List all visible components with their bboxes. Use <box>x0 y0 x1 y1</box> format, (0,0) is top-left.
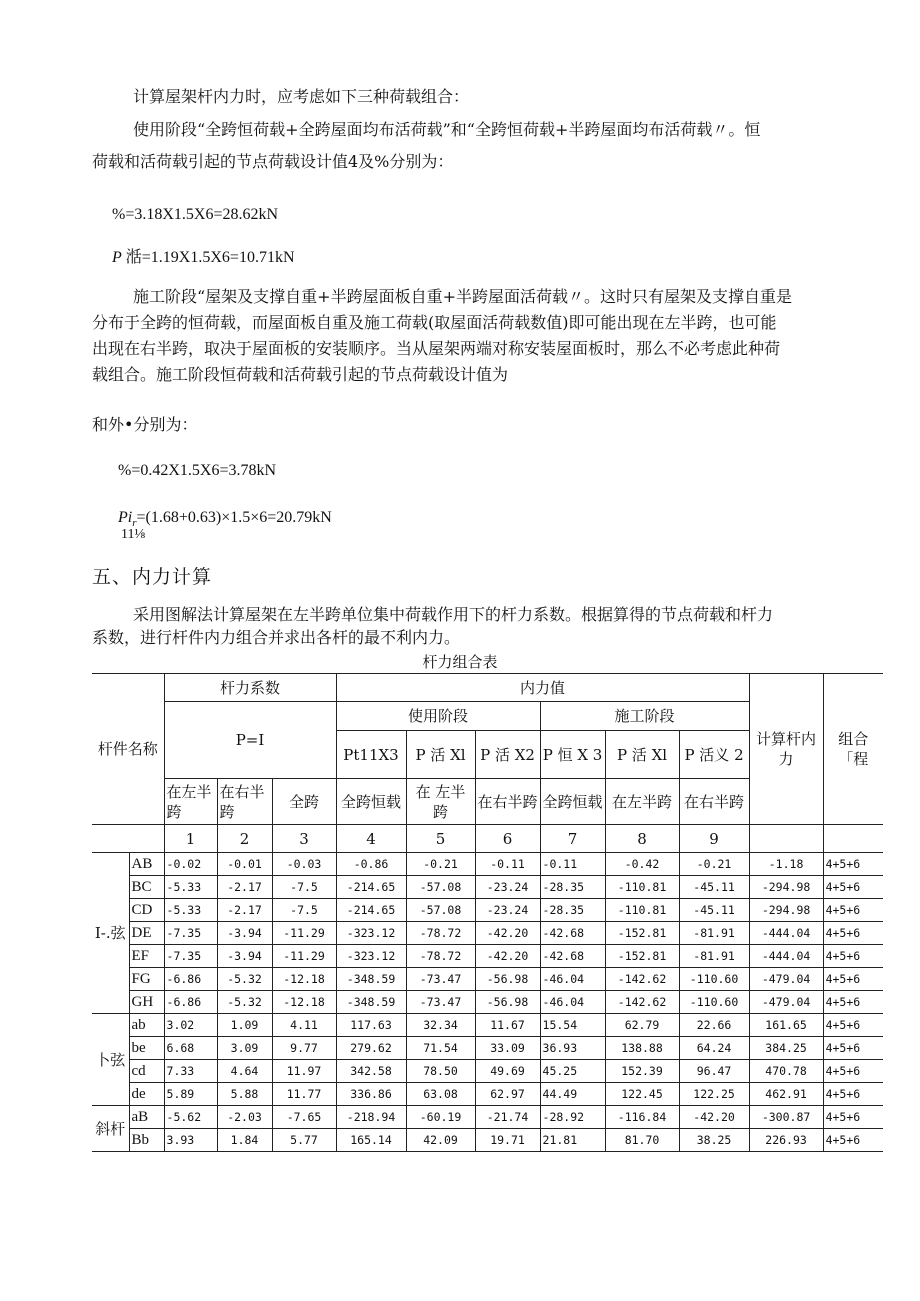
paragraph-use-stage-cont: 荷载和活荷载引起的节点荷载设计值4及%分别为： <box>92 152 454 171</box>
header-number-2: 2 <box>217 825 272 853</box>
table-cell: -81.91 <box>679 945 749 968</box>
table-row <box>92 945 883 968</box>
header-number-1: 1 <box>164 825 217 853</box>
header-construct-stage: 施工阶段 <box>540 702 749 731</box>
table-cell: -56.98 <box>475 991 540 1014</box>
table-cell: -0.21 <box>406 853 475 876</box>
table-cell: -214.65 <box>336 899 406 922</box>
formula-dead-load: %=3.18X1.5X6=28.62kN <box>112 206 279 223</box>
section-heading: 五、内力计算 <box>92 566 213 588</box>
table-cell: 384.25 <box>749 1037 823 1060</box>
header-col5-load: P 活 Xl <box>406 731 475 779</box>
table-cell: -21.74 <box>475 1106 540 1129</box>
paragraph-construct-line4: 载组合。施工阶段恒荷载和活荷载引起的节点荷载设计值为 <box>92 365 509 384</box>
table-cell: 5.88 <box>217 1083 272 1106</box>
header-number-8: 8 <box>605 825 679 853</box>
table-cell: 9.77 <box>272 1037 336 1060</box>
table-cell: -6.86 <box>164 968 217 991</box>
header-full-span: 全跨 <box>272 779 336 825</box>
header-right-half: 在右半跨 <box>217 779 272 825</box>
table-cell: -300.87 <box>749 1106 823 1129</box>
table-row <box>92 1083 883 1106</box>
table-cell: 62.97 <box>475 1083 540 1106</box>
header-number-5: 5 <box>406 825 475 853</box>
table-cell: -323.12 <box>336 922 406 945</box>
table-cell: 4.64 <box>217 1060 272 1083</box>
table-cell: -60.19 <box>406 1106 475 1129</box>
table-cell: -42.68 <box>540 945 605 968</box>
paragraph-construct-line2: 分布于全跨的恒荷载，而屋面板自重及施工荷载(取屋面活荷载数值)即可能出现在左半跨，也可能 <box>92 313 777 332</box>
table-cell: -6.86 <box>164 991 217 1014</box>
table-cell: -12.18 <box>272 991 336 1014</box>
table-cell: -479.04 <box>749 968 823 991</box>
table-cell: -73.47 <box>406 991 475 1014</box>
header-number-blank <box>92 825 164 853</box>
table-cell: 64.24 <box>679 1037 749 1060</box>
table-cell: -78.72 <box>406 922 475 945</box>
header-combination: 组合「程 <box>823 674 883 825</box>
table-cell: -323.12 <box>336 945 406 968</box>
table-cell: -479.04 <box>749 991 823 1014</box>
table-row <box>92 1037 883 1060</box>
table-cell: 4+5+6 <box>823 991 883 1014</box>
formula-live-load <box>112 247 295 269</box>
table-body <box>92 853 883 1152</box>
table-cell: -5.33 <box>164 899 217 922</box>
table-cell: 1.84 <box>217 1129 272 1152</box>
table-cell: 45.25 <box>540 1060 605 1083</box>
header-use-stage: 使用阶段 <box>336 702 540 731</box>
table-cell: -214.65 <box>336 876 406 899</box>
table-cell: -348.59 <box>336 968 406 991</box>
table-cell: 3.93 <box>164 1129 217 1152</box>
table-cell: 71.54 <box>406 1037 475 1060</box>
table-cell: 22.66 <box>679 1014 749 1037</box>
table-cell: 4+5+6 <box>823 1083 883 1106</box>
table-cell: -2.17 <box>217 899 272 922</box>
table-cell: -0.11 <box>540 853 605 876</box>
table-cell: -28.35 <box>540 876 605 899</box>
header-col6-load: P 活 X2 <box>475 731 540 779</box>
table-cell: 4+5+6 <box>823 1037 883 1060</box>
table-cell: -152.81 <box>605 945 679 968</box>
table-cell: 42.09 <box>406 1129 475 1152</box>
table-cell: -1.18 <box>749 853 823 876</box>
table-cell: -0.01 <box>217 853 272 876</box>
table-cell: 161.65 <box>749 1014 823 1037</box>
table-cell: 117.63 <box>336 1014 406 1037</box>
table-cell: -142.62 <box>605 968 679 991</box>
table-cell: 165.14 <box>336 1129 406 1152</box>
table-cell: 62.79 <box>605 1014 679 1037</box>
table-row <box>92 1014 883 1037</box>
table-cell: -12.18 <box>272 968 336 991</box>
table-cell: -0.21 <box>679 853 749 876</box>
table-cell: 4+5+6 <box>823 1060 883 1083</box>
table-cell: 49.69 <box>475 1060 540 1083</box>
table-cell: -42.20 <box>475 945 540 968</box>
member-label: GH <box>129 991 164 1014</box>
table-cell: 3.09 <box>217 1037 272 1060</box>
table-row <box>92 899 883 922</box>
table-cell: 4+5+6 <box>823 853 883 876</box>
table-row <box>92 1129 883 1152</box>
table-cell: -42.20 <box>475 922 540 945</box>
table-cell: 4+5+6 <box>823 1129 883 1152</box>
table-cell: 279.62 <box>336 1037 406 1060</box>
table-cell: 5.89 <box>164 1083 217 1106</box>
header-number-4: 4 <box>336 825 406 853</box>
table-cell: 78.50 <box>406 1060 475 1083</box>
member-label: cd <box>129 1060 164 1083</box>
table-row <box>92 876 883 899</box>
formula-symbol-pi: Pi <box>118 509 133 526</box>
formula-body: 湉=1.19X1.5X6=10.71kN <box>121 249 295 266</box>
table-cell: -294.98 <box>749 899 823 922</box>
table-cell: -0.11 <box>475 853 540 876</box>
header-member-name: 杆件名称 <box>92 674 164 825</box>
formula-subscript-under: 11⅛ <box>121 527 145 542</box>
table-cell: -7.35 <box>164 922 217 945</box>
table-cell: -42.68 <box>540 922 605 945</box>
table-cell: -57.08 <box>406 876 475 899</box>
table-cell: -45.11 <box>679 876 749 899</box>
header-col4-load: Pt11X3 <box>336 731 406 779</box>
table-cell: -110.60 <box>679 968 749 991</box>
table-cell: -28.35 <box>540 899 605 922</box>
member-label: FG <box>129 968 164 991</box>
table-cell: -110.81 <box>605 876 679 899</box>
table-cell: -5.32 <box>217 968 272 991</box>
table-row <box>92 922 883 945</box>
member-label: DE <box>129 922 164 945</box>
table-cell: 470.78 <box>749 1060 823 1083</box>
table-cell: -23.24 <box>475 899 540 922</box>
table-cell: 336.86 <box>336 1083 406 1106</box>
header-col7-load: P 恒 X 3 <box>540 731 605 779</box>
table-cell: -11.29 <box>272 922 336 945</box>
table-cell: 4+5+6 <box>823 899 883 922</box>
header-use-left-half: 在 左半跨 <box>406 779 475 825</box>
table-cell: 1.09 <box>217 1014 272 1037</box>
paragraph-use-stage: 使用阶段“全跨恒荷载+全跨屋面均布活荷载”和“全跨恒荷载+半跨屋面均布活荷载〃。恒 <box>133 120 761 139</box>
table-cell: 3.02 <box>164 1014 217 1037</box>
table-cell: 138.88 <box>605 1037 679 1060</box>
table-cell: 11.67 <box>475 1014 540 1037</box>
paragraph-intro: 计算屋架杆内力时，应考虑如下三种荷载组合： <box>133 87 470 106</box>
header-internal-force: 内力值 <box>336 674 749 702</box>
table-cell: 4+5+6 <box>823 922 883 945</box>
group-label: 斜杆 <box>92 1106 129 1152</box>
table-cell: -78.72 <box>406 945 475 968</box>
table-row <box>92 1060 883 1083</box>
table-cell: -3.94 <box>217 922 272 945</box>
table-cell: -142.62 <box>605 991 679 1014</box>
table-cell: 122.25 <box>679 1083 749 1106</box>
paragraph-construct-line3: 出现在右半跨，取决于屋面板的安装顺序。当从屋架两端对称安装屋面板时，那么不必考虑此种荷 <box>92 339 781 358</box>
table-cell: -45.11 <box>679 899 749 922</box>
table-cell: -0.86 <box>336 853 406 876</box>
table-cell: 7.33 <box>164 1060 217 1083</box>
force-combination-table <box>92 673 883 1152</box>
header-full-dead: 全跨恒载 <box>336 779 406 825</box>
header-construct-full-dead: 全跨恒载 <box>540 779 605 825</box>
member-label: de <box>129 1083 164 1106</box>
formula-symbol: P <box>112 249 122 266</box>
table-cell: -5.62 <box>164 1106 217 1129</box>
table-cell: -7.65 <box>272 1106 336 1129</box>
table-cell: -81.91 <box>679 922 749 945</box>
member-label: AB <box>129 853 164 876</box>
paragraph-respectively: 和外•分别为： <box>92 415 198 434</box>
table-cell: -5.33 <box>164 876 217 899</box>
header-col9-load: P 活义 2 <box>679 731 749 779</box>
header-number-3: 3 <box>272 825 336 853</box>
header-construct-right-half: 在右半跨 <box>679 779 749 825</box>
table-cell: -23.24 <box>475 876 540 899</box>
table-cell: -444.04 <box>749 945 823 968</box>
table-row <box>92 1106 883 1129</box>
member-label: BC <box>129 876 164 899</box>
member-label: EF <box>129 945 164 968</box>
group-label: I-.弦 <box>92 853 129 1014</box>
member-label: Bb <box>129 1129 164 1152</box>
formula-subscript: r <box>132 517 137 530</box>
header-number-9: 9 <box>679 825 749 853</box>
table-cell: -116.84 <box>605 1106 679 1129</box>
member-label: aB <box>129 1106 164 1129</box>
table-cell: -7.35 <box>164 945 217 968</box>
table-cell: -11.29 <box>272 945 336 968</box>
formula-construct-live-body: =(1.68+0.63)×1.5×6=20.79kN <box>136 509 332 526</box>
table-cell: -0.03 <box>272 853 336 876</box>
table-cell: 342.58 <box>336 1060 406 1083</box>
table-cell: 32.34 <box>406 1014 475 1037</box>
member-label: be <box>129 1037 164 1060</box>
paragraph-construct-stage: 施工阶段“屋架及支撑自重+半跨屋面板自重+半跨屋面活荷载〃。这时只有屋架及支撑自重是 <box>133 287 792 306</box>
header-number-7: 7 <box>540 825 605 853</box>
table-cell: 4+5+6 <box>823 968 883 991</box>
table-cell: -5.32 <box>217 991 272 1014</box>
table-cell: -42.20 <box>679 1106 749 1129</box>
table-cell: 226.93 <box>749 1129 823 1152</box>
table-cell: -7.5 <box>272 876 336 899</box>
table-cell: -0.42 <box>605 853 679 876</box>
table-row <box>92 853 883 876</box>
table-cell: -73.47 <box>406 968 475 991</box>
table-cell: -110.60 <box>679 991 749 1014</box>
table-cell: -46.04 <box>540 968 605 991</box>
table-cell: 4.11 <box>272 1014 336 1037</box>
table-cell: 5.77 <box>272 1129 336 1152</box>
table-cell: -2.17 <box>217 876 272 899</box>
group-label: 卜弦 <box>92 1014 129 1106</box>
table-cell: -218.94 <box>336 1106 406 1129</box>
table-cell: 11.97 <box>272 1060 336 1083</box>
table-cell: 15.54 <box>540 1014 605 1037</box>
header-col8-load: P 活 Xl <box>605 731 679 779</box>
header-use-right-half: 在右半跨 <box>475 779 540 825</box>
table-cell: 4+5+6 <box>823 945 883 968</box>
table-caption: 杆力组合表 <box>422 653 498 671</box>
table-cell: -348.59 <box>336 991 406 1014</box>
table-row <box>92 991 883 1014</box>
member-label: ab <box>129 1014 164 1037</box>
table-cell: 4+5+6 <box>823 1014 883 1037</box>
table-cell: 122.45 <box>605 1083 679 1106</box>
formula-construct-dead: %=0.42X1.5X6=3.78kN <box>118 462 277 479</box>
table-cell: 96.47 <box>679 1060 749 1083</box>
table-cell: 44.49 <box>540 1083 605 1106</box>
table-cell: -2.03 <box>217 1106 272 1129</box>
table-cell: -0.02 <box>164 853 217 876</box>
formula-construct-live <box>118 507 332 534</box>
table-cell: 6.68 <box>164 1037 217 1060</box>
table-cell: -7.5 <box>272 899 336 922</box>
table-cell: 19.71 <box>475 1129 540 1152</box>
header-left-half: 在左半跨 <box>164 779 217 825</box>
table-cell: 33.09 <box>475 1037 540 1060</box>
header-number-calc-blank <box>749 825 823 853</box>
header-number-combo-blank <box>823 825 883 853</box>
table-row <box>92 968 883 991</box>
table-cell: -294.98 <box>749 876 823 899</box>
table-cell: -56.98 <box>475 968 540 991</box>
table-cell: -57.08 <box>406 899 475 922</box>
table-cell: -444.04 <box>749 922 823 945</box>
table-cell: -28.92 <box>540 1106 605 1129</box>
member-label: CD <box>129 899 164 922</box>
table-cell: 63.08 <box>406 1083 475 1106</box>
paragraph-method: 采用图解法计算屋架在左半跨单位集中荷载作用下的杆力系数。根据算得的节点荷载和杆力 <box>133 605 774 624</box>
table-cell: 4+5+6 <box>823 876 883 899</box>
table-cell: 4+5+6 <box>823 1106 883 1129</box>
table-cell: -152.81 <box>605 922 679 945</box>
table-cell: 81.70 <box>605 1129 679 1152</box>
table-cell: 38.25 <box>679 1129 749 1152</box>
table-cell: 36.93 <box>540 1037 605 1060</box>
table-cell: -3.94 <box>217 945 272 968</box>
header-unit-load: P=I <box>164 702 336 779</box>
table-cell: 11.77 <box>272 1083 336 1106</box>
table-cell: 462.91 <box>749 1083 823 1106</box>
header-coefficient: 杆力系数 <box>164 674 336 702</box>
header-calc-force: 计算杆内力 <box>749 674 823 825</box>
paragraph-method-cont: 系数，进行杆件内力组合并求出各杆的最不利内力。 <box>92 628 461 647</box>
table-cell: 152.39 <box>605 1060 679 1083</box>
header-construct-left-half: 在左半跨 <box>605 779 679 825</box>
table-cell: -110.81 <box>605 899 679 922</box>
header-number-6: 6 <box>475 825 540 853</box>
table-cell: 21.81 <box>540 1129 605 1152</box>
table-cell: -46.04 <box>540 991 605 1014</box>
